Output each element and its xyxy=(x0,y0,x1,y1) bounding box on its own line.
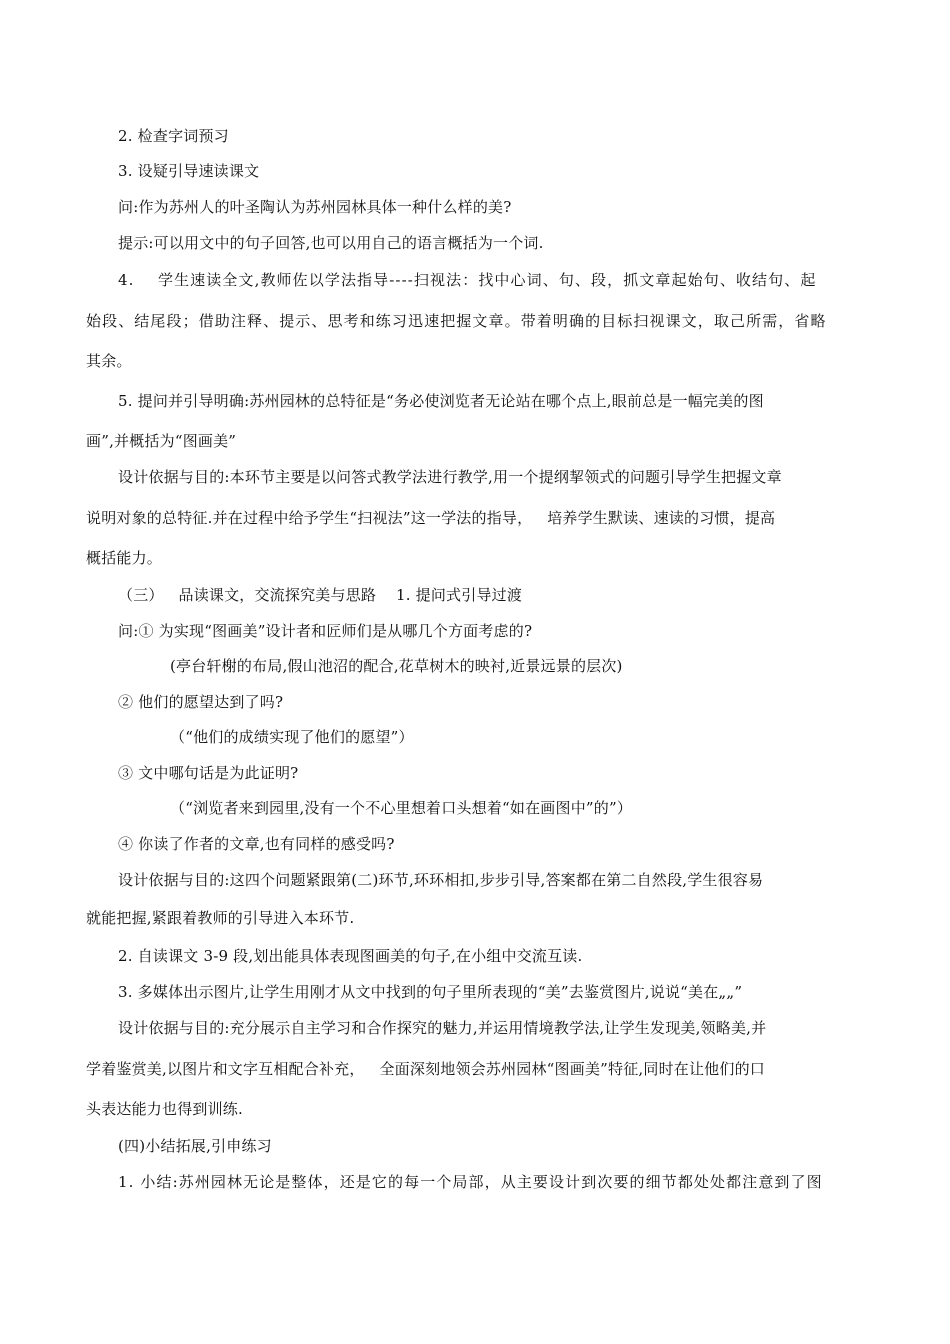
text-line: ② 他们的愿望达到了吗? xyxy=(118,693,284,711)
text-line: （“他们的成绩实现了他们的愿望”） xyxy=(170,728,414,746)
text-line: 问:① 为实现“图画美”设计者和匠师们是从哪几个方面考虑的? xyxy=(118,622,533,640)
text-line: 设计依据与目的:本环节主要是以问答式教学法进行教学,用一个提纲挈领式的问题引导学生把握文章 xyxy=(118,468,782,486)
text-line: （“浏览者来到园里,没有一个不心里想着口头想着“如在画图中”的”） xyxy=(170,799,633,817)
text-line: ③ 文中哪句话是为此证明? xyxy=(118,764,299,782)
text-line: 概括能力。 xyxy=(86,549,163,567)
text-line: 3. 设疑引导速读课文 xyxy=(118,162,260,180)
text-line: 4. 学生速读全文,教师佐以学法指导----扫视法：找中心词、句、段，抓文章起始句、收结句、起 xyxy=(118,271,817,289)
text-line: 其余。 xyxy=(86,352,132,370)
text-line: 始段、结尾段；借助注释、提示、思考和练习迅速把握文章。带着明确的目标扫视课文，取己所需，省略 xyxy=(86,312,827,330)
text-line: （三） 品读课文，交流探究美与思路 1. 提问式引导过渡 xyxy=(118,586,523,604)
text-line: 就能把握,紧跟着教师的引导进入本环节. xyxy=(86,909,355,927)
text-line: 3. 多媒体出示图片,让学生用刚才从文中找到的句子里所表现的“美”去鉴赏图片,说说“美在„„” xyxy=(118,983,743,1001)
text-line: 说明对象的总特征.并在过程中给予学生“扫视法”这一学法的指导， 培养学生默读、速读的习惯，提高 xyxy=(86,509,776,527)
text-line: 问:作为苏州人的叶圣陶认为苏州园林具体一种什么样的美? xyxy=(118,198,512,216)
text-line: 设计依据与目的:充分展示自主学习和合作探究的魅力,并运用情境教学法,让学生发现美,领略美,并 xyxy=(118,1019,767,1037)
text-line: 1. 小结:苏州园林无论是整体，还是它的每一个局部，从主要设计到次要的细节都处处都注意到了图 xyxy=(118,1173,823,1191)
text-line: (四)小结拓展,引申练习 xyxy=(118,1137,272,1155)
text-line: 2. 自读课文 3-9 段,划出能具体表现图画美的句子,在小组中交流互读. xyxy=(118,947,583,965)
text-line: (亭台轩榭的布局,假山池沼的配合,花草树木的映衬,近景远景的层次) xyxy=(170,657,623,675)
text-line: 设计依据与目的:这四个问题紧跟第(二)环节,环环相扣,步步引导,答案都在第二自然段,学生很容易 xyxy=(118,871,764,889)
text-line: 学着鉴赏美,以图片和文字互相配合补充， 全面深刻地领会苏州园林“图画美”特征,同时在让他们的口 xyxy=(86,1060,765,1078)
text-line: 头表达能力也得到训练. xyxy=(86,1100,243,1118)
text-line: ④ 你读了作者的文章,也有同样的感受吗? xyxy=(118,835,395,853)
text-line: 画”,并概括为“图画美” xyxy=(86,432,237,450)
text-line: 5. 提问并引导明确:苏州园林的总特征是“务必使浏览者无论站在哪个点上,眼前总是一幅完美的图 xyxy=(118,392,764,410)
text-line: 提示:可以用文中的句子回答,也可以用自己的语言概括为一个词. xyxy=(118,234,544,252)
text-line: 2. 检查字词预习 xyxy=(118,127,229,145)
